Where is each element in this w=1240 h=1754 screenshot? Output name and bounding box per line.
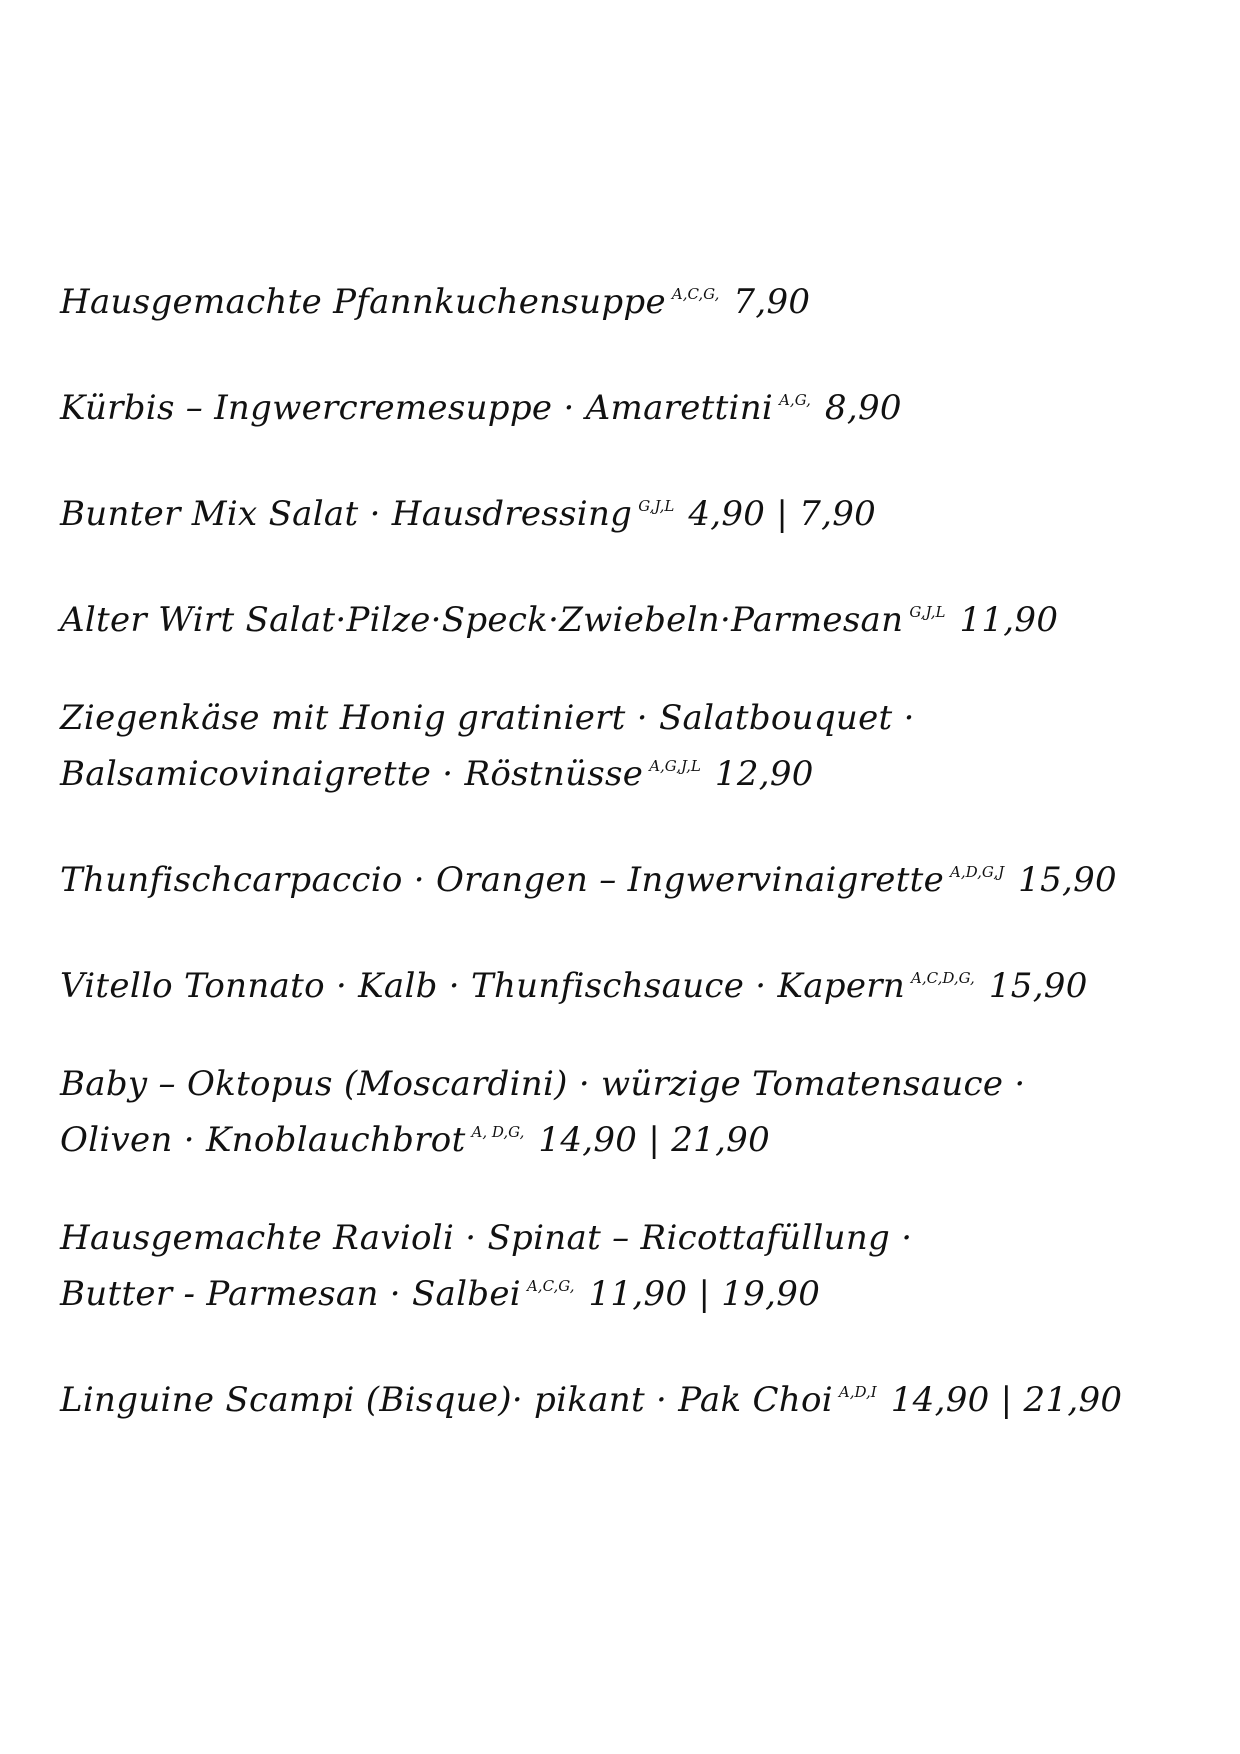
dish-name: Bunter Mix Salat · Hausdressing bbox=[60, 494, 633, 534]
dish-name: Hausgemachte Pfannkuchensuppe bbox=[60, 282, 666, 322]
menu-item-line bbox=[60, 270, 1220, 326]
menu-item-line bbox=[60, 1108, 1220, 1164]
menu-item-line bbox=[60, 1060, 1220, 1108]
menu-item bbox=[60, 954, 1220, 1010]
dish-price: 11,90 | 19,90 bbox=[588, 1274, 821, 1314]
allergen-codes: A,D,G,J bbox=[950, 863, 1005, 881]
allergen-codes: A,C,G, bbox=[671, 285, 720, 303]
menu-item bbox=[60, 482, 1220, 538]
allergen-codes: G,J,L bbox=[638, 497, 675, 515]
menu-item-line bbox=[60, 954, 1220, 1010]
dish-price: 14,90 | 21,90 bbox=[890, 1380, 1123, 1420]
dish-price: 4,90 | 7,90 bbox=[688, 494, 877, 534]
allergen-codes: G,J,L bbox=[909, 603, 946, 621]
menu-item bbox=[60, 848, 1220, 904]
dish-name: Vitello Tonnato · Kalb · Thunfischsauce · Kapern bbox=[60, 966, 906, 1006]
dish-name: Linguine Scampi (Bisque)· pikant · Pak Choi bbox=[60, 1380, 833, 1420]
menu-item bbox=[60, 588, 1220, 644]
dish-name: Alter Wirt Salat·Pilze·Speck·Zwiebeln·Parmesan bbox=[60, 600, 904, 640]
menu-item-line bbox=[60, 1262, 1220, 1318]
menu-item-line bbox=[60, 482, 1220, 538]
allergen-codes: A,D,I bbox=[838, 1383, 877, 1401]
menu-item bbox=[60, 376, 1220, 432]
menu-item bbox=[60, 694, 1220, 798]
dish-price: 7,90 bbox=[733, 282, 811, 322]
dish-name-continued: Oliven · Knoblauchbrot bbox=[60, 1120, 466, 1160]
dish-price: 14,90 | 21,90 bbox=[538, 1120, 771, 1160]
menu-item-line bbox=[60, 376, 1220, 432]
menu-item-line bbox=[60, 1214, 1220, 1262]
dish-price: 11,90 bbox=[959, 600, 1059, 640]
dish-price: 8,90 bbox=[824, 388, 902, 428]
dish-name: Ziegenkäse mit Honig gratiniert · Salatbouquet · bbox=[60, 698, 915, 738]
dish-price: 15,90 bbox=[988, 966, 1088, 1006]
allergen-codes: A, D,G, bbox=[471, 1123, 525, 1141]
allergen-codes: A,G,J,L bbox=[649, 757, 701, 775]
allergen-codes: A,C,G, bbox=[526, 1277, 575, 1295]
allergen-codes: A,G, bbox=[779, 391, 811, 409]
menu-item bbox=[60, 1060, 1220, 1164]
dish-name-continued: Butter - Parmesan · Salbei bbox=[60, 1274, 521, 1314]
dish-name: Thunfischcarpaccio · Orangen – Ingwervinaigrette bbox=[60, 860, 945, 900]
menu-item bbox=[60, 1214, 1220, 1318]
menu-item bbox=[60, 270, 1220, 326]
dish-price: 15,90 bbox=[1018, 860, 1117, 900]
menu-item-line bbox=[60, 588, 1220, 644]
menu-item bbox=[60, 1368, 1220, 1424]
menu-list bbox=[60, 270, 1220, 1424]
menu-item-line bbox=[60, 742, 1220, 798]
menu-item-line bbox=[60, 1368, 1220, 1424]
dish-price: 12,90 bbox=[714, 754, 814, 794]
dish-name: Hausgemachte Ravioli · Spinat – Ricottafüllung · bbox=[60, 1218, 913, 1258]
allergen-codes: A,C,D,G, bbox=[911, 969, 975, 987]
dish-name: Baby – Oktopus (Moscardini) · würzige Tomatensauce · bbox=[60, 1064, 1026, 1104]
menu-item-line bbox=[60, 848, 1220, 904]
dish-name-continued: Balsamicovinaigrette · Röstnüsse bbox=[60, 754, 644, 794]
menu-item-line bbox=[60, 694, 1220, 742]
dish-name: Kürbis – Ingwercremesuppe · Amarettini bbox=[60, 388, 774, 428]
